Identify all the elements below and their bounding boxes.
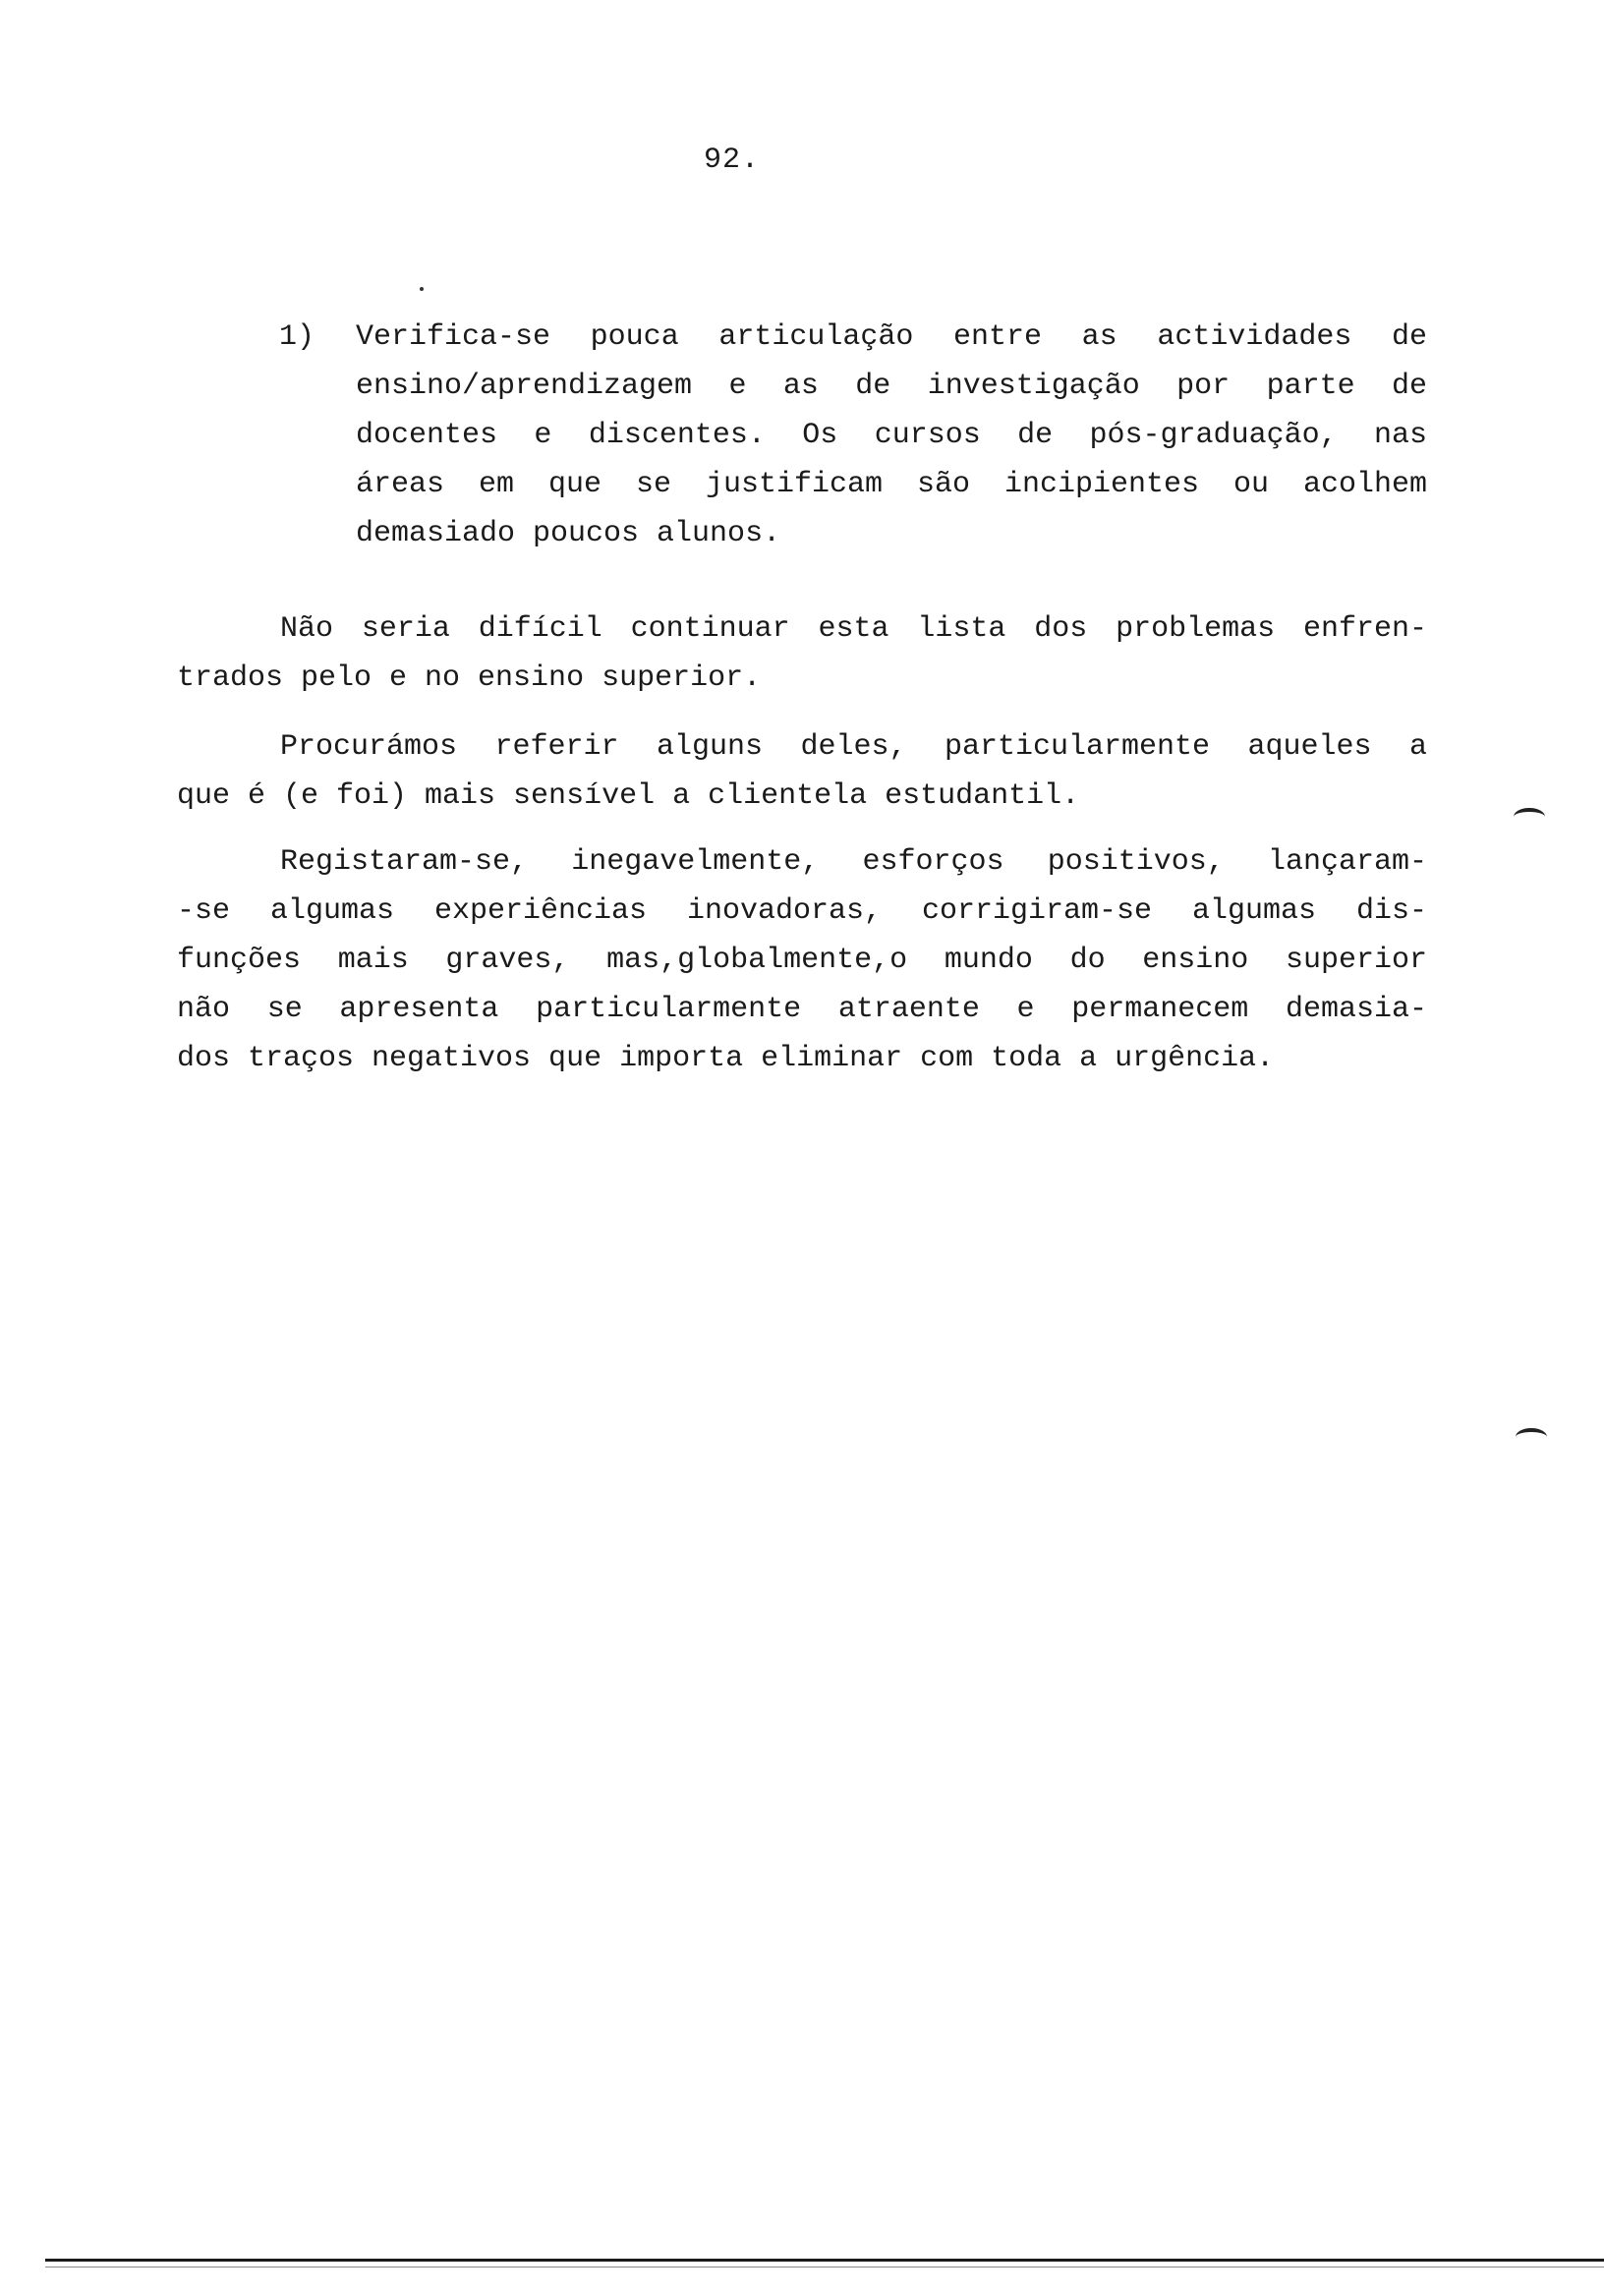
list-item-line: Verifica-se pouca articulação entre as actividades de [356,320,1427,354]
paragraph [177,722,1427,821]
list-item-line: ensino/aprendizagem e as de investigação por parte de [356,370,1427,403]
paragraph-line: Não seria difícil continuar esta lista dos problemas enfren- [280,612,1427,646]
margin-mark [1514,808,1545,826]
paragraph [177,604,1427,703]
list-item-line: áreas em que se justificam são incipientes ou acolhem [356,468,1427,501]
list-item-line: docentes e discentes. Os cursos de pós-graduação, nas [356,419,1427,452]
stray-dot [420,287,424,291]
paragraph [177,837,1427,1083]
list-item-marker: 1) [279,320,315,354]
list-item-body [356,313,1427,558]
paragraph-line: Procurámos referir alguns deles, particularmente aqueles a [280,730,1427,764]
paragraph-line: não se apresenta particularmente atraente e permanecem demasia- [177,993,1427,1026]
paragraph-line: que é (e foi) mais sensível a clientela estudantil. [177,779,1080,813]
paragraph-line: dos traços negativos que importa eliminar com toda a urgência. [177,1042,1275,1075]
bottom-rule [45,2259,1604,2262]
paragraph-line: funções mais graves, mas,globalmente,o mundo do ensino superior [177,944,1427,977]
paragraph-line: -se algumas experiências inovadoras, corrigiram-se algumas dis- [177,894,1427,928]
margin-mark [1516,1428,1547,1446]
page-number: 92. [704,144,761,177]
list-item-line: demasiado poucos alunos. [356,517,781,550]
paragraph-line: trados pelo e no ensino superior. [177,661,762,695]
paragraph-line: Registaram-se, inegavelmente, esforços positivos, lançaram- [280,845,1427,879]
